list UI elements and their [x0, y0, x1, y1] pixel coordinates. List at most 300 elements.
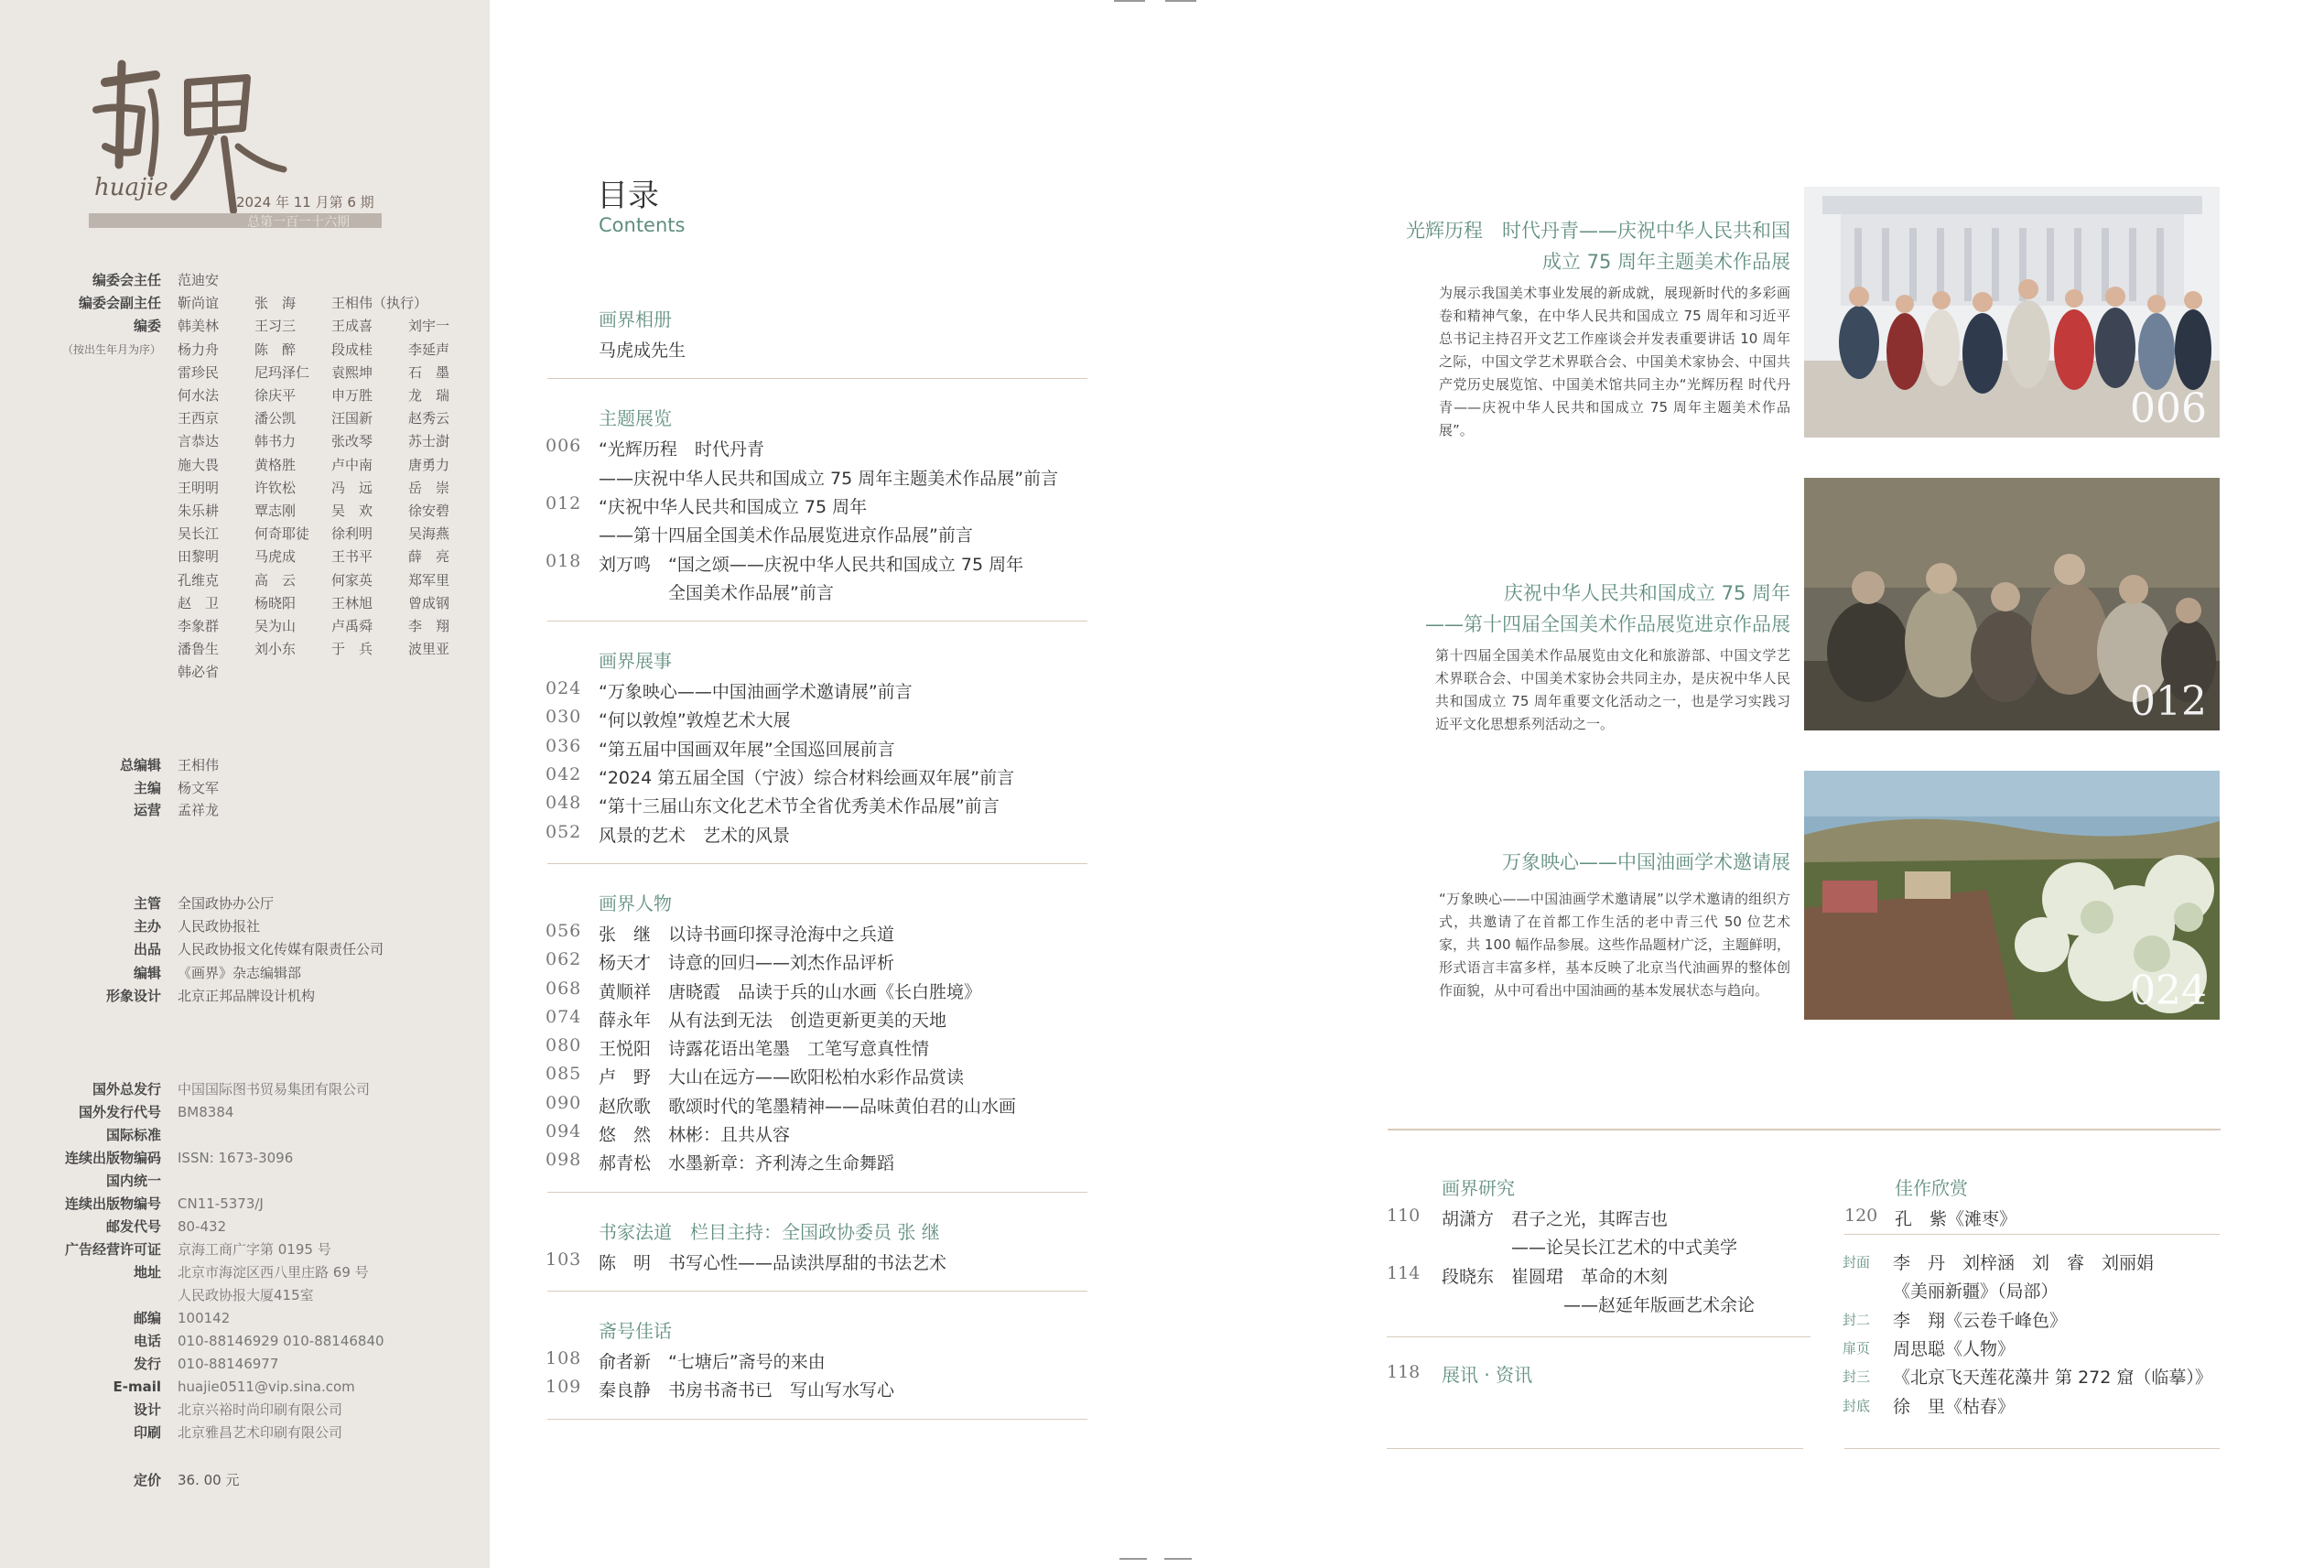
toc-entry[interactable]: 风景的艺术 艺术的风景 — [599, 825, 791, 846]
toc-entry[interactable]: “庆祝中华人民共和国成立 75 周年 — [599, 496, 868, 517]
board-row-names — [178, 663, 254, 681]
crop-mark — [1119, 1558, 1147, 1560]
board-member-name: 潘公凯 — [254, 410, 297, 427]
toc-page-number: 094 — [546, 1121, 582, 1141]
feature-1-image[interactable] — [1804, 187, 2220, 438]
toc-entry[interactable]: 悠 然 林彬：且共从容 — [599, 1125, 791, 1145]
info-row — [0, 1126, 178, 1144]
info-row — [0, 1217, 226, 1236]
info-row — [0, 1423, 342, 1442]
toc-entry[interactable]: “2024 第五届全国（宁波）综合材料绘画双年展”前言 — [599, 768, 1015, 788]
toc-section-rule — [547, 378, 1087, 379]
board-member-name: 黄格胜 — [254, 456, 297, 473]
board-member-name: 王林旭 — [331, 594, 373, 611]
board-row — [0, 363, 485, 382]
board-row-label — [0, 663, 161, 681]
divider — [1388, 1129, 2221, 1130]
toc-entry[interactable]: “何以敦煌”敦煌艺术大展 — [599, 710, 791, 731]
board-row — [0, 479, 485, 497]
board-member-name: 王成喜 — [331, 318, 373, 335]
toc-section-heading: 主题展览 — [599, 407, 672, 430]
board-row — [0, 432, 485, 450]
info-row — [0, 1195, 264, 1213]
toc-entry[interactable]: ——第十四届全国美术作品展览进京作品展”前言 — [599, 525, 973, 546]
toc-section-heading: 画界相册 — [599, 308, 672, 330]
publishers-value: 北京正邦品牌设计机构 — [178, 987, 316, 1004]
appreciation-entry[interactable]: 《北京飞天莲花藻井 第 272 窟（临摹）》 — [1893, 1368, 2212, 1389]
board-member-name: 韩必省 — [178, 664, 220, 681]
board-member-name: 张 海 — [254, 295, 297, 312]
toc-page-number: 042 — [546, 764, 582, 784]
board-row — [0, 456, 485, 474]
appreciation-label: 封底 — [1843, 1397, 1871, 1414]
board-member-name: 杨晓阳 — [254, 594, 297, 611]
board-row — [0, 524, 485, 543]
info-label: 连续出版物编码 — [64, 1150, 161, 1166]
info-value: 010-88146929 010-88146840 — [178, 1333, 384, 1349]
board-member-name: 于 兵 — [331, 641, 373, 658]
info-label: 地址 — [133, 1264, 161, 1281]
research-entry-1-line-2[interactable]: ——论吴长江艺术的中式美学 — [1442, 1238, 1738, 1258]
toc-page-number: 018 — [546, 550, 582, 571]
board-member-name: 韩美林 — [178, 318, 220, 335]
board-row — [0, 594, 485, 612]
board-row-label — [0, 363, 161, 382]
board-member-name: 徐安碧 — [408, 503, 450, 519]
appreciation-first-page: 120 — [1844, 1206, 1878, 1226]
toc-page-number: 098 — [546, 1150, 582, 1171]
toc-section-heading: 画界展事 — [599, 650, 672, 673]
board-member-name: 何水法 — [178, 387, 220, 404]
toc-page-number: 074 — [546, 1006, 582, 1027]
board-member-name: 曾成钢 — [408, 594, 450, 611]
board-row-names — [178, 524, 485, 543]
info-label: 发行 — [133, 1356, 161, 1372]
publishers-label: 主办 — [133, 918, 161, 935]
board-member-name: 冯 远 — [331, 479, 373, 496]
board-row — [0, 317, 485, 335]
board-row-names — [178, 271, 254, 289]
board-row-names — [178, 317, 485, 335]
board-row-names — [178, 432, 485, 450]
info-row — [0, 1263, 369, 1281]
toc-page-number: 030 — [546, 707, 582, 728]
board-row-label: 编委会副主任 — [78, 295, 161, 312]
research-entry-2-line-1[interactable]: 段晓东 崔圆珺 革命的木刻 — [1442, 1267, 1669, 1287]
toc-entry[interactable]: 卢 野 大山在远方——欧阳松柏水彩作品赏读 — [599, 1067, 965, 1088]
board-member-name: 范迪安 — [178, 272, 220, 288]
board-row — [0, 386, 485, 405]
info-label: 连续出版物编号 — [64, 1195, 161, 1212]
board-member-name: 张改琴 — [331, 433, 373, 450]
toc-page-number: 052 — [546, 821, 582, 842]
board-row-label: （按出生年月为序） — [61, 342, 161, 356]
board-member-name: 赵 卫 — [178, 594, 220, 611]
feature-3-body: “万象映心——中国油画学术邀请展”以学术邀请的组织方式，共邀请了在首都工作生活的老中青三代 50 位艺术家，共 100 幅作品参展。这些作品题材广泛，主题鲜明，形式语言丰富多样，基本反映了北京当代油画界的整体创作面貌，从中可看出中国油画的基本发展状态与趋向。 — [1439, 891, 1790, 999]
board-member-name: 靳尚谊 — [178, 295, 220, 312]
info-value: BM8384 — [178, 1104, 234, 1120]
toc-page-number: 024 — [546, 678, 582, 699]
board-member-name: 吴 欢 — [331, 503, 373, 519]
toc-page-number: 012 — [546, 492, 582, 514]
toc-entry[interactable]: ——庆祝中华人民共和国成立 75 周年主题美术作品展”前言 — [599, 468, 1059, 489]
editors-label: 运营 — [133, 802, 161, 819]
board-member-name: 王书平 — [331, 548, 373, 566]
board-member-name: 言恭达 — [178, 433, 220, 450]
toc-entry[interactable]: 全国美术作品展”前言 — [599, 582, 834, 603]
toc-page-number: 085 — [546, 1064, 582, 1085]
feature-2-body: 第十四届全国美术作品展览由文化和旅游部、中国文学艺术界联合会、中国美术家协会共同主办，是庆祝中华人民共和国成立 75 周年重要文化活动之一，也是学习实践习近平文化思想系列活动之一。 — [1435, 647, 1790, 732]
board-row-label — [0, 479, 161, 497]
board-row — [0, 663, 254, 681]
info-label: 邮发代号 — [105, 1218, 161, 1235]
board-row-label — [0, 456, 161, 474]
board-member-name: 徐庆平 — [254, 387, 297, 404]
info-label: 国内统一 — [105, 1173, 161, 1189]
price-value: 36. 00 元 — [178, 1472, 240, 1488]
crop-mark — [1114, 0, 1145, 2]
research-entry-1-line-1[interactable]: 胡潇方 君子之光，其晖吉也 — [1442, 1209, 1669, 1229]
board-row-label — [0, 409, 161, 427]
toc-entry[interactable]: 马虎成先生 — [599, 341, 686, 361]
toc-section-rule — [547, 1291, 1087, 1292]
board-member-name: 杨力舟 — [178, 341, 220, 358]
feature-1-title-line-2: 成立 75 周年主题美术作品展 — [1541, 251, 1790, 273]
info-label: 邮编 — [133, 1310, 161, 1326]
toc-page-number: 109 — [546, 1377, 582, 1398]
board-row-names — [178, 363, 485, 382]
board-member-name: 波里亚 — [408, 641, 450, 658]
toc-page-number: 006 — [546, 436, 582, 457]
feature-1-page-number: 006 — [2130, 385, 2207, 432]
board-member-name: 岳 崇 — [408, 479, 450, 496]
board-member-name: 卢中南 — [331, 456, 373, 473]
feature-1-title — [1406, 216, 1790, 275]
board-row-label: 编委 — [133, 318, 161, 335]
board-member-name: 申万胜 — [331, 387, 373, 404]
toc-page-number: 068 — [546, 978, 582, 999]
publishers-value: 《画界》杂志编辑部 — [178, 964, 302, 981]
toc-page-number: 062 — [546, 949, 582, 970]
toc-entry[interactable]: 郝青松 水墨新章：齐利涛之生命舞蹈 — [599, 1153, 895, 1174]
toc-section-rule — [547, 621, 1087, 622]
board-row — [0, 294, 450, 312]
research-entry-1-page: 110 — [1387, 1206, 1421, 1226]
board-row-label — [0, 571, 161, 589]
board-member-name: 王西京 — [178, 410, 220, 427]
feature-2-page-number: 012 — [2130, 678, 2207, 725]
board-row — [0, 502, 485, 520]
board-row — [0, 617, 485, 635]
appreciation-entry[interactable]: 李 翔《云卷千峰色》 — [1893, 1310, 2068, 1331]
info-row — [0, 1355, 278, 1373]
appreciation-label: 封面 — [1843, 1254, 1871, 1271]
appreciation-entry[interactable]: 李 丹 刘梓涵 刘 睿 刘丽娟 — [1893, 1253, 2155, 1273]
research-rule — [1387, 1336, 1811, 1337]
editors-label: 总编辑 — [119, 757, 161, 773]
toc-entry[interactable]: 黄顺祥 唐晓霞 品读于兵的山水画《长白胜境》 — [599, 981, 982, 1002]
info-value: 北京兴裕时尚印刷有限公司 — [178, 1401, 343, 1418]
news-label[interactable]: 展讯 · 资讯 — [1442, 1364, 1533, 1386]
crop-mark — [1165, 0, 1196, 2]
info-row — [0, 1286, 314, 1304]
appreciation-label: 封三 — [1843, 1368, 1871, 1386]
board-member-name: 苏士澍 — [408, 433, 450, 450]
issue-date: 2024 年 11 月第 6 期 — [236, 194, 374, 211]
publishers-value: 人民政协报社 — [178, 918, 261, 935]
info-value: 中国国际图书贸易集团有限公司 — [178, 1081, 371, 1098]
board-member-name: 段成桂 — [331, 341, 373, 358]
publishers-row — [0, 964, 301, 982]
board-row-label — [0, 547, 161, 566]
editors-label: 主编 — [133, 779, 161, 796]
board-row-label: 编委会主任 — [92, 272, 161, 288]
appreciation-rule — [1844, 1234, 2220, 1235]
board-member-name: 吴为山 — [254, 618, 297, 634]
board-member-name: 李 翔 — [408, 618, 450, 634]
board-row-names — [178, 456, 485, 474]
toc-entry[interactable]: “光辉历程 时代丹青 — [599, 439, 764, 460]
appreciation-entry[interactable]: 徐 里《枯春》 — [1893, 1396, 2016, 1417]
board-member-name: 刘小东 — [254, 641, 297, 658]
news-page: 118 — [1387, 1362, 1421, 1382]
board-member-name: 尼玛泽仁 — [254, 363, 310, 381]
feature-3-title — [1502, 848, 1790, 875]
toc-entry[interactable]: 陈 明 书写心性——品读洪厚甜的书法艺术 — [599, 1252, 947, 1273]
board-member-name: 李延声 — [408, 341, 450, 358]
board-row-names — [178, 571, 485, 589]
editors-value: 孟祥龙 — [178, 802, 220, 819]
feature-3-page-number: 024 — [2130, 968, 2207, 1014]
publishers-label: 形象设计 — [105, 987, 161, 1004]
board-row-names — [178, 502, 485, 520]
board-row-names — [178, 547, 485, 566]
board-row-names — [178, 479, 485, 497]
feature-1-title-line-1: 光辉历程 时代丹青——庆祝中华人民共和国 — [1406, 220, 1790, 242]
masthead-sidebar — [0, 0, 490, 1568]
toc-entry[interactable]: 张 继 以诗书画印探寻沧海中之兵道 — [599, 924, 895, 945]
feature-2-title — [1425, 579, 1790, 637]
toc-page-number: 103 — [546, 1249, 582, 1270]
board-row-names — [178, 617, 485, 635]
publishers-row — [0, 917, 260, 935]
toc-entry[interactable]: 薛永年 从有法到无法 创造更新更美的天地 — [599, 1010, 947, 1031]
board-member-name: 何奇耶徒 — [254, 525, 310, 543]
toc-section-heading: 斋号佳话 — [599, 1319, 672, 1342]
toc-section-heading: 画界人物 — [599, 892, 672, 914]
info-label — [0, 1286, 161, 1304]
toc-page-number: 048 — [546, 793, 582, 814]
info-value: 100142 — [178, 1310, 231, 1326]
board-member-name: 潘鲁生 — [178, 641, 220, 658]
toc-page-number: 108 — [546, 1347, 582, 1368]
board-row-label — [0, 594, 161, 612]
toc-entry[interactable]: “万象映心——中国油画学术邀请展”前言 — [599, 682, 913, 703]
board-row — [0, 571, 485, 589]
toc-page-number: 036 — [546, 735, 582, 756]
research-heading: 画界研究 — [1442, 1177, 1515, 1199]
board-row-names — [178, 294, 450, 312]
info-value: huajie0511@vip.sina.com — [178, 1379, 355, 1395]
board-member-name: 石 墨 — [408, 363, 450, 381]
board-row-names — [178, 640, 485, 658]
issue-total: 总第一百一十六期 — [247, 215, 350, 230]
board-member-name: 雷珍民 — [178, 363, 220, 381]
info-value: ISSN: 1673-3096 — [178, 1150, 294, 1166]
editors-row — [0, 756, 219, 774]
info-row — [0, 1332, 384, 1350]
board-member-name: 王相伟（执行） — [331, 295, 428, 312]
toc-entry[interactable]: 刘万鸣 “国之颂——庆祝中华人民共和国成立 75 周年 — [599, 554, 1024, 575]
research-entry-2-page: 114 — [1387, 1263, 1421, 1283]
feature-1-body: 为展示我国美术事业发展的新成就，展现新时代的多彩画卷和精神气象，在中华人民共和国成立 75 周年和习近平总书记主持召开文艺工作座谈会并发表重要讲话 10 周年之际，中国文学艺术界联合会、中国美术家协会、中国共产党历史展览馆、中国美术馆共同主办“光辉历程 时代丹青——庆祝中华人民共和国成立 75 周年主题美术作品展”。 — [1439, 285, 1790, 438]
editors-value: 王相伟 — [178, 757, 220, 773]
board-member-name: 龙 瑞 — [408, 387, 450, 404]
info-label: 国际标准 — [105, 1127, 161, 1143]
publishers-label: 主管 — [133, 895, 161, 912]
board-member-name: 袁熙坤 — [331, 363, 373, 381]
toc-entry[interactable]: “第五届中国画双年展”全国巡回展前言 — [599, 739, 895, 760]
price-row — [0, 1471, 239, 1489]
board-member-name: 朱乐耕 — [178, 503, 220, 519]
board-row-names — [178, 409, 485, 427]
board-member-name: 卢禹舜 — [331, 618, 373, 634]
board-row-names — [178, 341, 485, 359]
board-member-name: 田黎明 — [178, 548, 220, 566]
publishers-row — [0, 894, 274, 913]
info-row — [0, 1080, 370, 1098]
board-row-label — [0, 386, 161, 405]
info-row — [0, 1149, 293, 1167]
toc-page-number: 080 — [546, 1035, 582, 1056]
info-label: 设计 — [133, 1401, 161, 1418]
board-row-label — [0, 617, 161, 635]
board-row-label — [0, 524, 161, 543]
board-member-name: 高 云 — [254, 571, 297, 589]
appreciation-entry[interactable]: 周思聪《人物》 — [1893, 1338, 2016, 1359]
feature-2-title-line-2: ——第十四届全国美术作品展览进京作品展 — [1425, 613, 1790, 635]
board-row-label — [0, 502, 161, 520]
board-member-name: 郑军里 — [408, 571, 450, 589]
board-row-label — [0, 640, 161, 658]
toc-section-rule — [547, 863, 1087, 864]
crop-mark — [1164, 1558, 1192, 1560]
toc-entry[interactable]: 俞者新 “七塘后”斋号的来由 — [599, 1351, 826, 1372]
board-member-name: 李象群 — [178, 618, 220, 634]
board-member-name: 薛 亮 — [408, 548, 450, 566]
info-row — [0, 1378, 355, 1396]
info-value: 北京雅昌艺术印刷有限公司 — [178, 1424, 343, 1441]
board-row — [0, 409, 485, 427]
toc-page-number: 056 — [546, 920, 582, 941]
news-rule — [1387, 1448, 1803, 1449]
publishers-value: 人民政协报文化传媒有限责任公司 — [178, 941, 384, 958]
appreciation-entry[interactable]: 《美丽新疆》（局部） — [1893, 1281, 2059, 1303]
board-row — [0, 271, 254, 289]
info-row — [0, 1400, 342, 1419]
feature-3-title-line-1: 万象映心——中国油画学术邀请展 — [1502, 851, 1790, 873]
board-row-names — [178, 386, 485, 405]
board-member-name: 汪国新 — [331, 410, 373, 427]
toc-title-en: Contents — [599, 214, 686, 236]
editors-row — [0, 779, 219, 797]
board-member-name: 何家英 — [331, 571, 373, 589]
publishers-label: 出品 — [133, 941, 161, 958]
board-member-name: 王明明 — [178, 479, 220, 496]
publishers-row — [0, 987, 315, 1005]
appreciation-heading: 佳作欣赏 — [1895, 1177, 1968, 1199]
board-member-name: 王习三 — [254, 318, 297, 335]
board-member-name: 唐勇力 — [408, 456, 450, 473]
toc-entry[interactable]: 赵欣歌 歌颂时代的笔墨精神——品味黄伯君的山水画 — [599, 1096, 1017, 1117]
toc-entry[interactable]: 秦良静 书房书斋书已 写山写水写心 — [599, 1380, 895, 1401]
toc-section-rule — [547, 1419, 1087, 1420]
price-label: 定价 — [133, 1472, 161, 1488]
toc-entry[interactable]: 王悦阳 诗露花语出笔墨 工笔写意真性情 — [599, 1039, 930, 1060]
board-member-name: 施大畏 — [178, 456, 220, 473]
info-label: 广告经营许可证 — [64, 1241, 161, 1258]
info-row — [0, 1103, 233, 1121]
info-value: 北京市海淀区西八里庄路 69 号 — [178, 1264, 369, 1281]
info-value: 京海工商广字第 0195 号 — [178, 1241, 331, 1258]
info-label: 印刷 — [133, 1424, 161, 1441]
logo-pinyin: huajie — [94, 174, 168, 201]
feature-2-image[interactable] — [1804, 478, 2220, 730]
publishers-label: 编辑 — [133, 964, 161, 981]
info-label: E-mail — [113, 1379, 161, 1395]
board-member-name: 孔维克 — [178, 571, 220, 589]
info-row — [0, 1172, 178, 1190]
board-member-name: 韩书力 — [254, 433, 297, 450]
svg-text:画界: 画界 — [87, 55, 89, 56]
board-row-label — [0, 432, 161, 450]
board-member-name: 徐利明 — [331, 525, 373, 543]
board-row — [0, 547, 485, 566]
toc-section-rule — [547, 1192, 1087, 1193]
research-entry-2-line-2[interactable]: ——赵延年版画艺术余论 — [1442, 1295, 1756, 1315]
editors-value: 杨文军 — [178, 779, 220, 796]
board-member-name: 吴长江 — [178, 525, 220, 543]
toc-entry[interactable]: 杨天才 诗意的回归——刘杰作品评析 — [599, 953, 895, 974]
toc-entry[interactable]: “第十三届山东文化艺术节全省优秀美术作品展”前言 — [599, 796, 1000, 817]
editors-row — [0, 801, 219, 819]
board-row — [0, 640, 485, 658]
board-row-names — [178, 594, 485, 612]
info-value: CN11-5373/J — [178, 1195, 264, 1212]
board-member-name: 吴海燕 — [408, 525, 450, 543]
toc-title: 目录 — [597, 178, 659, 214]
info-value: 人民政协报大厦415室 — [178, 1287, 314, 1303]
board-member-name: 陈 醉 — [254, 341, 297, 358]
info-value: 80-432 — [178, 1218, 227, 1235]
info-label: 国外发行代号 — [78, 1104, 161, 1120]
info-row — [0, 1240, 331, 1259]
info-label: 国外总发行 — [92, 1081, 161, 1098]
info-label: 电话 — [133, 1333, 161, 1349]
board-member-name: 许钦松 — [254, 479, 297, 496]
feature-3-image[interactable] — [1804, 771, 2220, 1020]
info-row — [0, 1309, 230, 1327]
appreciation-bottom-rule — [1844, 1448, 2220, 1449]
board-row — [0, 341, 485, 359]
appreciation-label: 封二 — [1843, 1311, 1871, 1328]
publishers-row — [0, 940, 384, 958]
feature-2-title-line-1: 庆祝中华人民共和国成立 75 周年 — [1503, 582, 1790, 604]
board-member-name: 覃志刚 — [254, 503, 297, 519]
appreciation-first-entry[interactable]: 孔 紫《滩枣》 — [1895, 1209, 2017, 1229]
toc-page-number: 090 — [546, 1092, 582, 1113]
info-value: 010-88146977 — [178, 1356, 279, 1372]
